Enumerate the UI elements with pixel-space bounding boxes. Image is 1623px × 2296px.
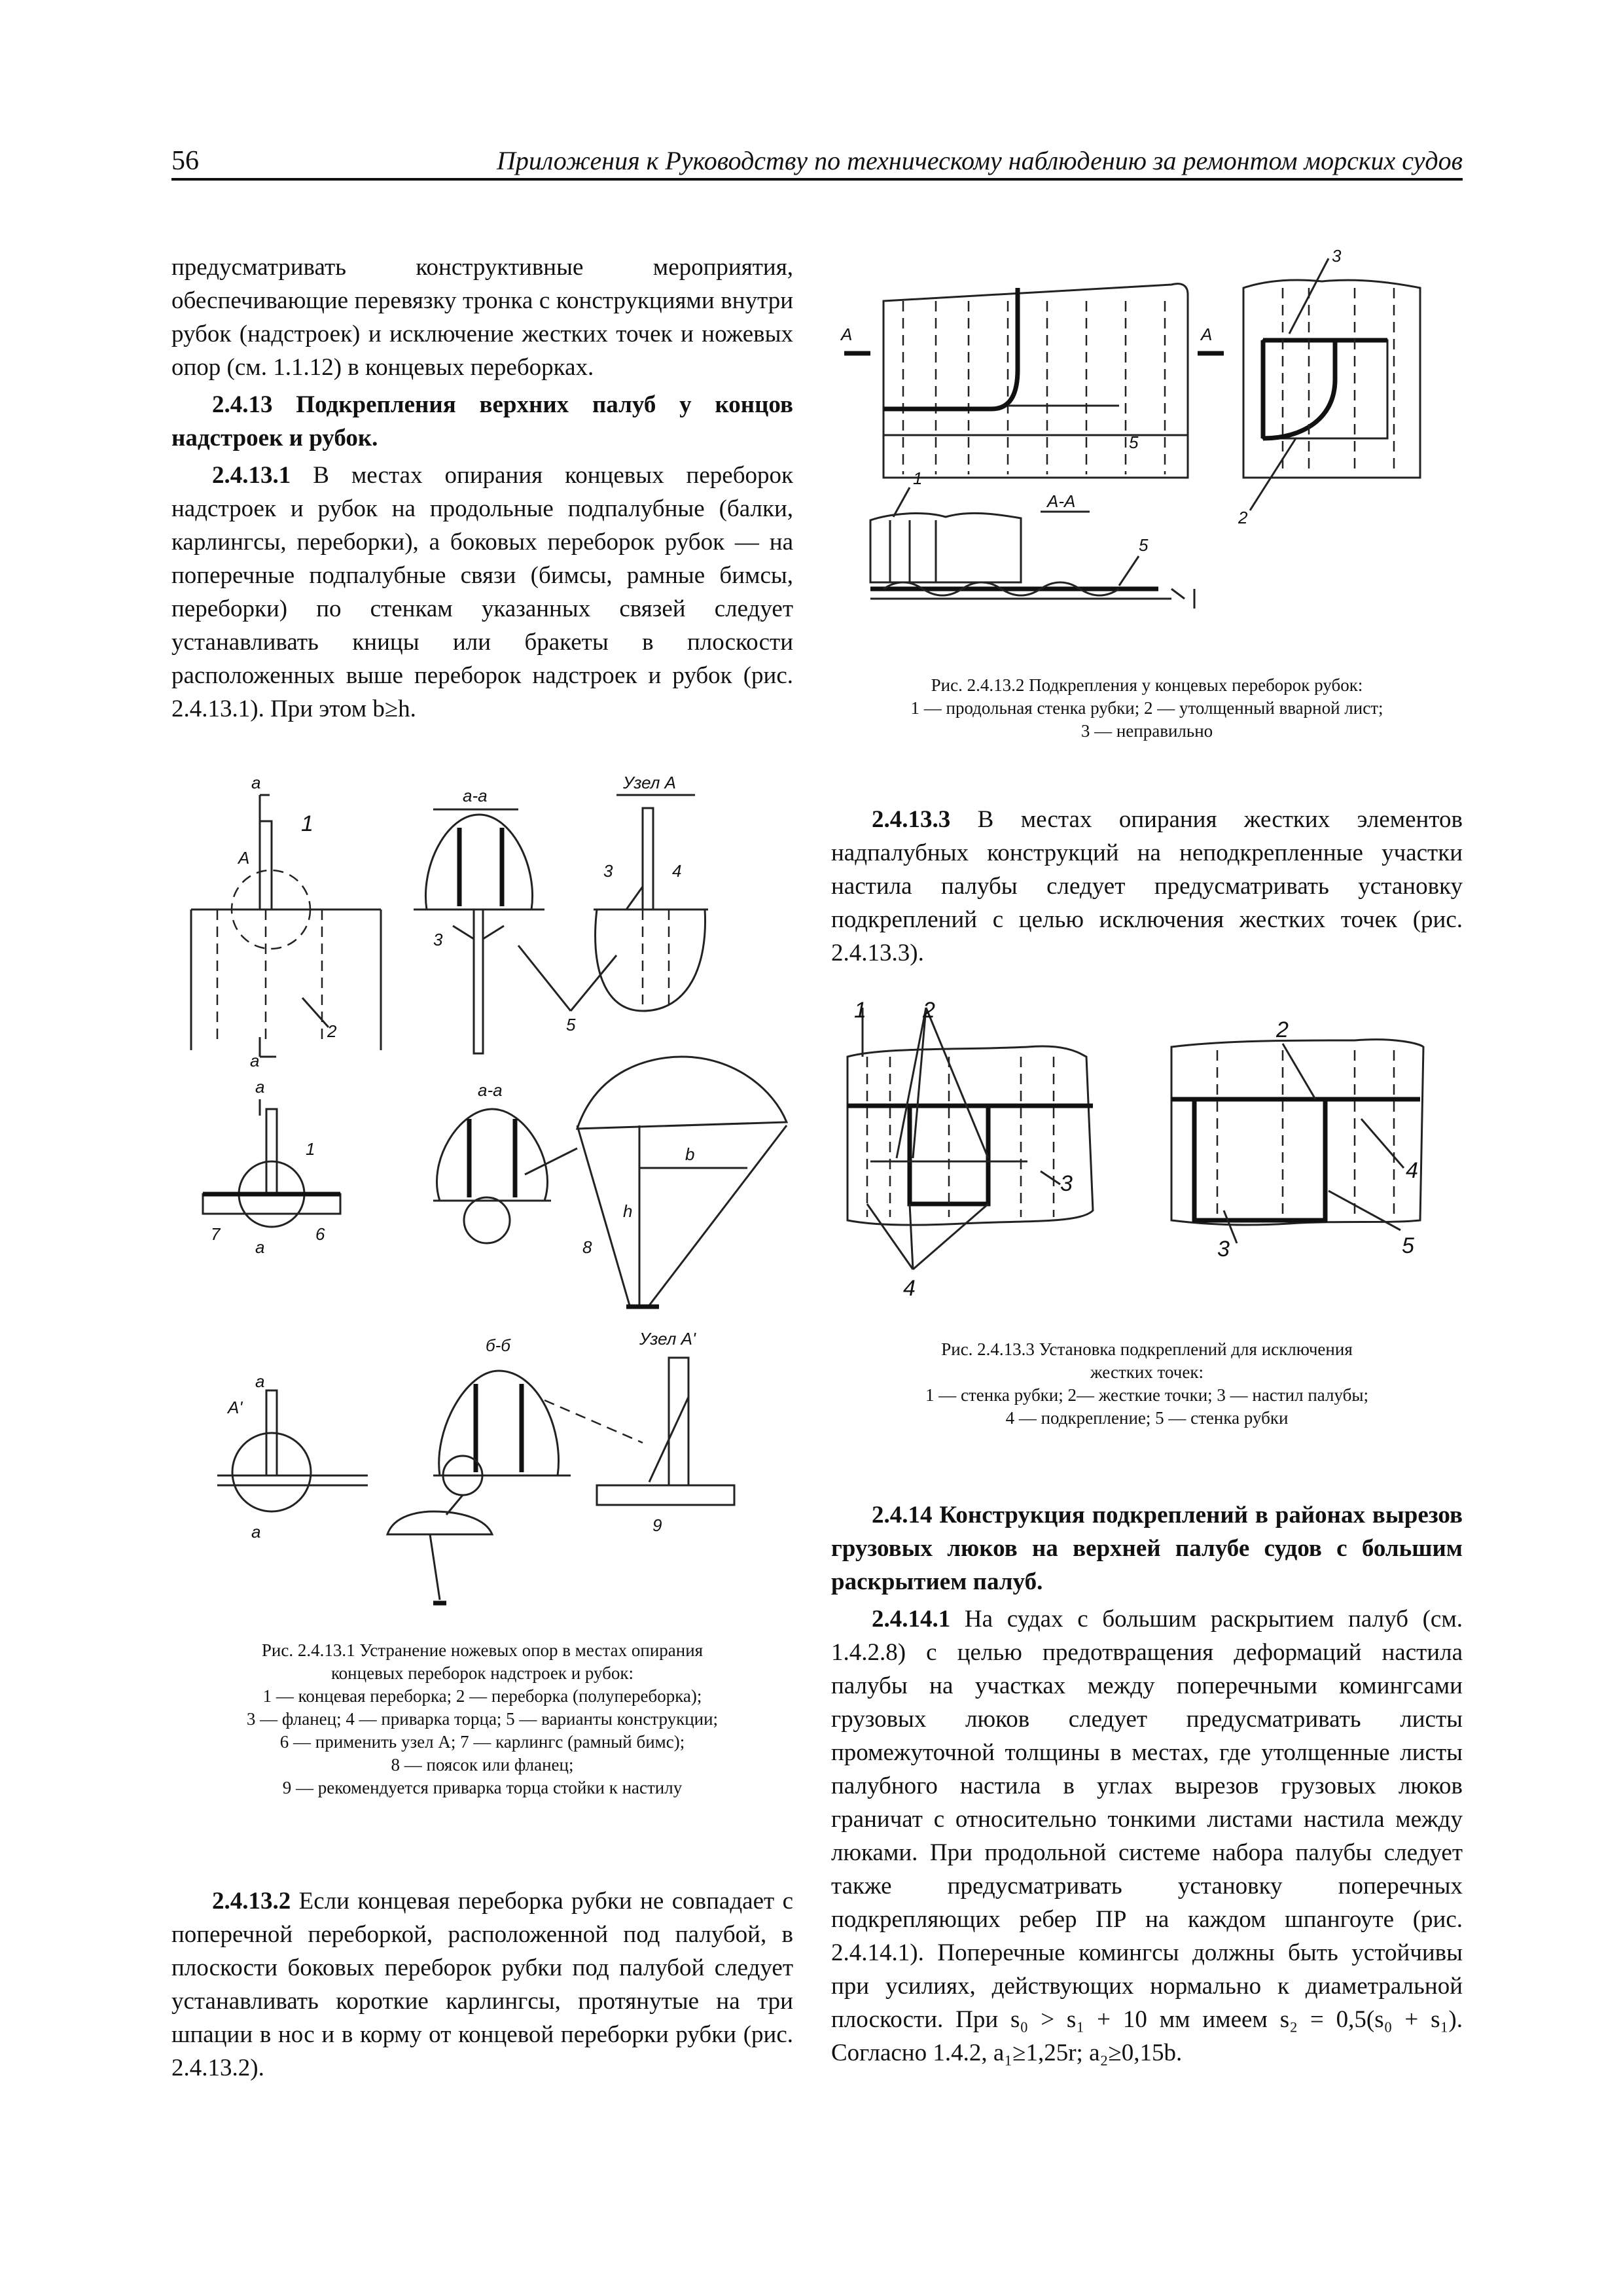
fig1-label-A: A (238, 848, 250, 868)
fig1-view-bottom (217, 1371, 368, 1542)
right-column-top (831, 803, 1463, 970)
fig1-label-1-mid: 1 (306, 1139, 315, 1159)
section-2-4-14-1-paragraph (831, 1602, 1463, 2070)
figure-2-4-13-3-drawing (831, 995, 1463, 1302)
fig1-view-a (191, 773, 381, 1070)
section-2-4-13-1-paragraph (171, 459, 793, 726)
fig1-section-bb (387, 1335, 571, 1603)
figure-2-4-13-2-drawing (831, 246, 1463, 667)
fig2-label-1: 1 (913, 468, 923, 488)
figure-2-4-13-1-drawing (171, 769, 793, 1636)
section-text: Если концевая переборка рубки не совпадает с поперечной переборкой, расположенной под палубой, в плоскости боковых переборок рубки под палубой следует устанавливать короткие карлингсы, протянутые на три шпации в нос и в корму от концевой переборки рубки (рис. 2.4.13.2). (171, 1888, 793, 2081)
fig2-label-A-right: A (1201, 325, 1213, 344)
section-2-4-13-2-paragraph (171, 1884, 793, 2085)
fig1-label-node-A-prime: Узел А' (639, 1329, 696, 1349)
section-text: В местах опирания жестких элементов надпалубных конструкций на неподкрепленные участки настила палубы следует предусматривать установку подкреплений с целью исключения жестких точек (рис. 2.4.13.3). (831, 806, 1463, 966)
fig1-node-A (518, 773, 708, 1034)
fig1-label-section-aa: a-a (463, 786, 488, 805)
fig1-view-middle (203, 1077, 340, 1257)
caption-line: Рис. 2.4.13.2 Подкрепления у концевых переборок рубок: (931, 675, 1363, 695)
section-2-4-13-3-paragraph (831, 803, 1463, 970)
caption-line: 3 — неправильно (1080, 721, 1213, 741)
fig3-label-5: 5 (1402, 1233, 1414, 1258)
right-column-bottom (831, 1498, 1463, 2070)
fig1-label-A-prime: A' (228, 1398, 243, 1417)
fig1-label-a-low: a (255, 1371, 265, 1391)
fig1-label-a-mid-bottom: a (255, 1237, 265, 1257)
page-number: 56 (171, 146, 199, 176)
fig2-plan-view (840, 284, 1224, 478)
fig2-label-5: 5 (1129, 433, 1139, 452)
section-number: 2.4.13.1 (212, 462, 291, 489)
running-title: Приложения к Руководству по техническому наблюдению за ремонтом морских судов (496, 146, 1463, 175)
fig2-label-A-left: A (841, 325, 853, 344)
caption-line: 1 — продольная стенка рубки; 2 — утолщенный вварной лист; (910, 698, 1383, 718)
fig3-right-view (1171, 1017, 1423, 1262)
fig1-label-a-mid: a (255, 1077, 265, 1097)
fig3-label-2: 2 (923, 998, 935, 1023)
fig1-node-A-prime (544, 1329, 734, 1535)
figure-2-4-13-3-caption (831, 1338, 1463, 1430)
section-number: 2.4.13.2 (212, 1888, 291, 1915)
fig2-section-AA (870, 468, 1194, 609)
fig1-section-aa-middle (433, 1080, 577, 1243)
fig1-label-node-A: Узел А (623, 773, 676, 792)
fig1-label-section-bb: б-б (486, 1335, 510, 1355)
fig3-label-1: 1 (854, 998, 866, 1023)
caption-line: 1 — концевая переборка; 2 — переборка (полупереборка); (262, 1686, 702, 1706)
left-column-top (171, 251, 793, 726)
fig1-label-3-node: 3 (603, 861, 613, 881)
fig1-label-4: 4 (672, 861, 682, 881)
fig3-label-2-right: 2 (1276, 1017, 1289, 1042)
intro-paragraph: предусматривать конструктивные мероприятия, обеспечивающие перевязку тронка с конструкциями внутри рубок (надстроек) и исключение жестких точек и ножевых опор (см. 1.1.12) в концевых переборках. (171, 254, 793, 381)
fig1-label-b: b (685, 1144, 695, 1164)
caption-line: 4 — подкрепление; 5 — стенка рубки (1005, 1408, 1289, 1428)
fig1-label-a-bottom: a (250, 1051, 260, 1070)
caption-line: 8 — поясок или фланец; (391, 1755, 574, 1775)
caption-line: 1 — стенка рубки; 2— жесткие точки; 3 — настил палубы; (925, 1385, 1368, 1405)
section-2-4-13-heading: 2.4.13 Подкрепления верхних палуб у концов надстроек и рубок. (171, 391, 793, 451)
fig1-bracket-bh (577, 1057, 787, 1307)
section-2-4-14-heading: 2.4.14 Конструкция подкреплений в районах вырезов грузовых люков на верхней палубе судов с большим раскрытием палуб. (831, 1502, 1463, 1595)
fig1-label-a-low-bottom: a (251, 1522, 261, 1542)
caption-line: концевых переборок надстроек и рубок: (330, 1663, 634, 1683)
fig1-label-1: 1 (301, 811, 313, 836)
section-number: 2.4.13.3 (872, 806, 951, 833)
fig1-label-2: 2 (327, 1021, 337, 1041)
section-number: 2.4.14.1 (872, 1606, 951, 1633)
caption-line: 9 — рекомендуется приварка торца стойки к настилу (282, 1778, 683, 1797)
fig1-section-aa (414, 786, 544, 1053)
fig3-left-view (847, 998, 1093, 1301)
left-column-bottom (171, 1884, 793, 2085)
section-text: В местах опирания концевых переборок надстроек и рубок на продольные подпалубные (балки, карлингсы, переборки), а боковых переборок рубок — на поперечные подпалубные связи (бимсы, рамные бимсы, переборки) по стенкам указанных связей следует устанавливать кницы или бракеты в плоскости расположенных выше переборок надстроек и рубок (рис. 2.4.13.1). При этом b≥h. (171, 462, 793, 722)
caption-line: Рис. 2.4.13.1 Устранение ножевых опор в местах опирания (261, 1640, 704, 1660)
fig1-label-a-top: a (251, 773, 261, 792)
fig1-label-h: h (623, 1201, 633, 1221)
fig1-label-9: 9 (652, 1515, 662, 1535)
caption-line: 6 — применить узел А; 7 — карлингс (рамный бимс); (279, 1732, 685, 1752)
fig1-label-5: 5 (566, 1015, 576, 1034)
fig1-label-7: 7 (211, 1224, 221, 1244)
fig2-wrong-view (1238, 246, 1420, 527)
fig1-label-6: 6 (315, 1224, 325, 1244)
fig3-label-4: 4 (903, 1276, 916, 1301)
header-rule (171, 178, 1463, 181)
fig1-label-section-aa-mid: a-a (478, 1080, 503, 1100)
fig3-label-3: 3 (1060, 1171, 1073, 1196)
fig1-label-8: 8 (582, 1237, 592, 1257)
fig2-label-3: 3 (1332, 246, 1342, 266)
caption-line: Рис. 2.4.13.3 Установка подкреплений для исключения (941, 1339, 1353, 1359)
fig3-label-4-right: 4 (1406, 1158, 1418, 1183)
figure-2-4-13-2-caption (831, 674, 1463, 743)
fig2-label-section-AA: A-A (1047, 491, 1076, 511)
section-text: На судах с большим раскрытием палуб (см. 1.4.2.8) с целью предотвращения деформаций настила палубы на участках между поперечными комингсами грузовых люков следует предусматривать листы промежуточной толщины в местах, где утолщенные листы палубного настила в углах вырезов грузовых люков граничат с относительно тонкими листами настила между люками. При продольной системе набора палубы следует также предусматривать установку поперечных подкрепляющих ребер ПР на каждом шпангоуте (рис. 2.4.14.1). Поперечные комингсы должны быть устойчивы при усилиях, действующих нормально к диаметральной плоскости. При s₀ > s₁ + 10 мм имеем s₂ = 0,5(s₀ + s₁). Согласно 1.4.2, a₁≥1,25r; a₂≥0,15b. (831, 1606, 1463, 2066)
figure-2-4-13-1-caption (171, 1639, 793, 1799)
fig1-label-3-left: 3 (433, 930, 443, 949)
fig3-label-3-right: 3 (1217, 1237, 1230, 1262)
caption-line: 3 — фланец; 4 — приварка торца; 5 — варианты конструкции; (246, 1709, 719, 1729)
fig2-label-5-section: 5 (1139, 535, 1149, 555)
fig2-label-2: 2 (1238, 508, 1248, 527)
caption-line: жестких точек: (1090, 1362, 1204, 1382)
